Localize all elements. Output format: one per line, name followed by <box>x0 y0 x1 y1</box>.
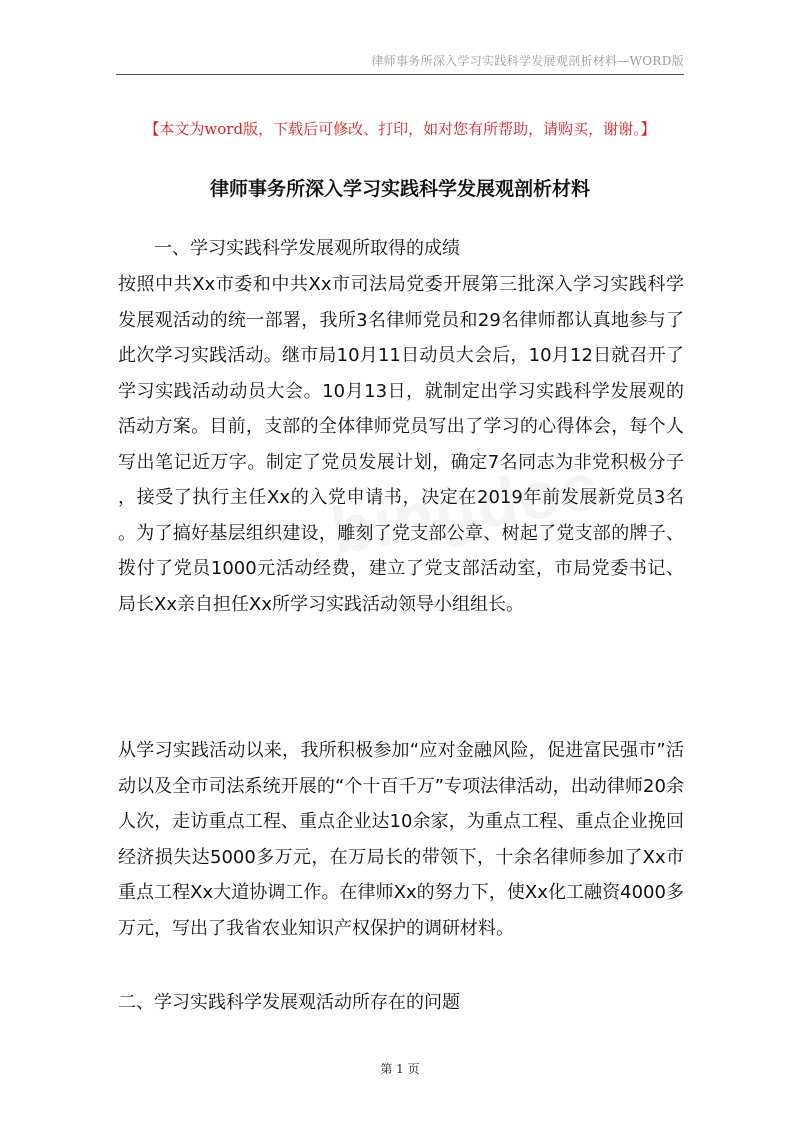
page-number: 第 1 页 <box>380 1062 420 1076</box>
header-divider <box>116 74 684 75</box>
section-heading-2: 二、学习实践科学发展观活动所存在的问题 <box>118 992 460 1013</box>
document-title: 律师事务所深入学习实践科学发展观剖析材料 <box>209 178 590 200</box>
purchase-notice: 【本文为word版，下载后可修改、打印，如对您有所帮助，请购买，谢谢。】 <box>144 120 656 138</box>
paragraph-1: 按照中共Xx市委和中共Xx市司法局党委开展第三批深入学习实践科学发展观活动的统一部署，我所3名律师党员和29名律师都认真地参与了此次学习实践活动。继市局10月11日动员大会后，10月12日就召开了学习实践活动动员大会。10月13日，就制定出学习实践科学发展观的活动方案。目前，支部的全体律师党员写出了学习的心得体会，每个人写出笔记近万字。制定了党员发展计划，确定7名同志为非党积极分子，接受了执行主任Xx的入党申请书，决定在2019年前发展新党员3名。为了搞好基层组织建设，雕刻了党支部公章、树起了党支部的牌子、拨付了党员1000元活动经费，建立了党支部活动室，市局党委书记、局长Xx亲自担任Xx所学习实践活动领导小组组长。 <box>118 274 684 615</box>
paragraph-2: 从学习实践活动以来，我所积极参加“应对金融风险，促进富民强市”活动以及全市司法系统开展的“个十百千万”专项法律活动，出动律师20余人次，走访重点工程、重点企业达10余家，为重点工程、重点企业挽回经济损失达5000多万元，在万局长的带领下，十余名律师参加了Xx市重点工程Xx大道协调工作。在律师Xx的努力下，使Xx化工融资4000多万元，写出了我省农业知识产权保护的调研材料。 <box>118 740 684 939</box>
section-heading-1: 一、学习实践科学发展观所取得的成绩 <box>154 238 460 259</box>
running-header: 律师事务所深入学习实践科学发展观剖析材料—WORD版 <box>371 54 684 68</box>
